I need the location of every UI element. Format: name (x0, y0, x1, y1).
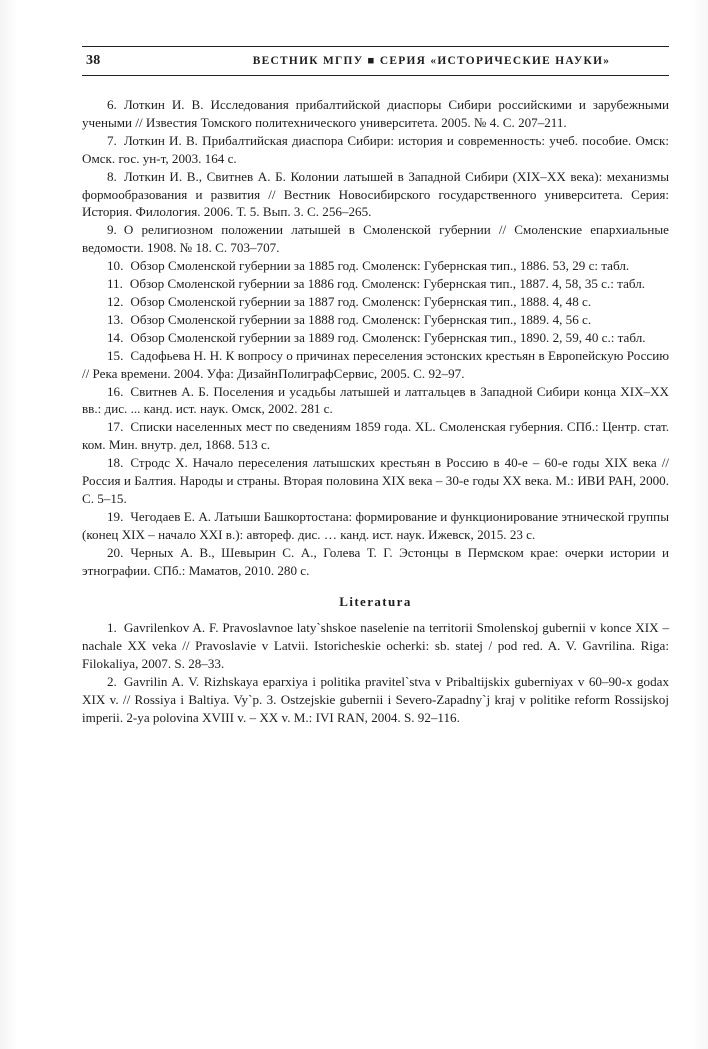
reference-item (82, 257, 669, 275)
reference-number: 17. (107, 419, 124, 435)
reference-item (82, 508, 669, 544)
literatura-heading: Literatura (339, 594, 412, 610)
reference-text: Лоткин И. В. Прибалтийская диаспора Сибири: история и современность: учеб. пособие. Омск: Омск. гос. ун-т, 2003. 164 с. (82, 132, 669, 166)
reference-item (82, 293, 669, 311)
reference-text: Обзор Смоленской губернии за 1886 год. Смоленск: Губернская тип., 1887. 4, 58, 35 с.: табл. (129, 276, 646, 292)
literatura-list (82, 619, 669, 726)
reference-number: 8. (107, 168, 117, 184)
reference-number: 15. (107, 347, 124, 363)
reference-item (82, 275, 669, 293)
reference-number: 19. (107, 508, 124, 524)
reference-text: Обзор Смоленской губернии за 1889 год. Смоленск: Губернская тип., 1890. 2, 59, 40 с.: табл. (130, 329, 646, 345)
reference-item (82, 168, 669, 222)
reference-item (82, 454, 669, 508)
literatura-item (82, 673, 669, 727)
reference-number: 11. (107, 276, 123, 292)
reference-number: 10. (107, 258, 124, 274)
literatura-item (82, 619, 669, 673)
reference-text: Чегодаев Е. А. Латыши Башкортостана: формирование и функционирование этнической группы (конец XIX – начало XXI в.): автореф. дис. … канд. ист. наук. Ижевск, 2015. 23 с. (82, 508, 669, 542)
literatura-number: 2. (107, 674, 117, 690)
reference-number: 16. (107, 383, 124, 399)
reference-number: 13. (107, 311, 124, 327)
reference-text: Свитнев А. Б. Поселения и усадьбы латышей и латгальцев в Западной Сибири конца XIX–XX вв.: дис. ... канд. ист. наук. Омск, 2002. 281 с. (82, 383, 669, 417)
reference-item (82, 418, 669, 454)
literatura-number: 1. (107, 620, 117, 636)
reference-text: О религиозном положении латышей в Смоленской губернии // Смоленские епархиальные ведомости. 1908. № 18. С. 703–707. (82, 222, 669, 256)
references-content (82, 96, 669, 727)
literatura-text: Gavrilenkov A. F. Pravoslavnoe laty`shskoe naselenie na territorii Smolenskoj gubernii v konce XIX – nachale XX veka // Pravoslavie v Latvii. Istoricheskie ocherki: sb. statej / pod red. A. V. Gavrilina. Riga: Filokaliya, 2007. S. 28–33. (82, 620, 669, 672)
references-list (82, 96, 669, 579)
reference-item (82, 311, 669, 329)
reference-number: 7. (107, 132, 117, 148)
reference-number: 9. (107, 222, 117, 238)
reference-number: 14. (107, 329, 124, 345)
reference-item (82, 347, 669, 383)
reference-number: 20. (107, 544, 124, 560)
page-number: 38 (86, 53, 101, 68)
literatura-text: Gavrilin A. V. Rizhskaya eparxiya i politika pravitel`stva v Pribaltijskix gubernіyax v 60–90-x godax XIX v. // Rossiya i Baltiya. Vy`p. 3. Ostzejskie gubernii i Severo-Zapadny`j kraj v politike reform Rossijskoj imperii. 2-ya polovina XVIII v. – XX v. M.: IVI RAN, 2004. S. 92–116. (82, 674, 669, 725)
reference-text: Лоткин И. В., Свитнев А. Б. Колонии латышей в Западной Сибири (XIX–XX века): механизмы формообразования и развития // Вестник Новосибирского государственного университета. Серия: История. Филология. 2006. Т. 5. Вып. 3. С. 256–265. (82, 168, 669, 220)
reference-text: Обзор Смоленской губернии за 1888 год. Смоленск: Губернская тип., 1889. 4, 56 с. (130, 311, 592, 327)
reference-item (82, 544, 669, 580)
reference-text: Черных А. В., Шевырин С. А., Голева Т. Г. Эстонцы в Пермском крае: очерки истории и этнографии. СПб.: Маматов, 2010. 280 с. (82, 544, 669, 578)
reference-text: Садофьева Н. Н. К вопросу о причинах переселения эстонских крестьян в Европейскую Россию // Река времени. 2004. Уфа: ДизайнПолиграфСервис, 2005. С. 92–97. (82, 347, 669, 381)
reference-text: Лоткин И. В. Исследования прибалтийской диаспоры Сибири российскими и зарубежными учеными // Известия Томского политехнического университета. 2005. № 4. С. 207–211. (82, 97, 669, 130)
running-header (82, 46, 669, 76)
reference-text: Обзор Смоленской губернии за 1885 год. Смоленск: Губернская тип., 1886. 53, 29 с: табл. (130, 258, 630, 274)
reference-item (82, 383, 669, 419)
reference-item (82, 132, 669, 168)
reference-item (82, 96, 669, 132)
reference-item (82, 329, 669, 347)
reference-number: 6. (107, 97, 117, 112)
reference-item (82, 221, 669, 257)
reference-number: 18. (107, 455, 124, 471)
reference-text: Обзор Смоленской губернии за 1887 год. Смоленск: Губернская тип., 1888. 4, 48 с. (130, 293, 592, 309)
reference-number: 12. (107, 293, 124, 309)
journal-title: ВЕСТНИК МГПУ ■ СЕРИЯ «ИСТОРИЧЕСКИЕ НАУКИ» (252, 55, 611, 67)
reference-text: Списки населенных мест по сведениям 1859 года. XL. Смоленская губерния. СПб.: Центр. стат. ком. Мин. внутр. дел, 1868. 513 с. (82, 419, 669, 453)
reference-text: Стродс Х. Начало переселения латышских крестьян в Россию в 40-е – 60-е годы XIX века // Россия и Балтия. Народы и страны. Вторая половина XIX века – 30-е годы XX века. М.: ИВИ РАН, 2000. С. 5–15. (82, 455, 669, 506)
